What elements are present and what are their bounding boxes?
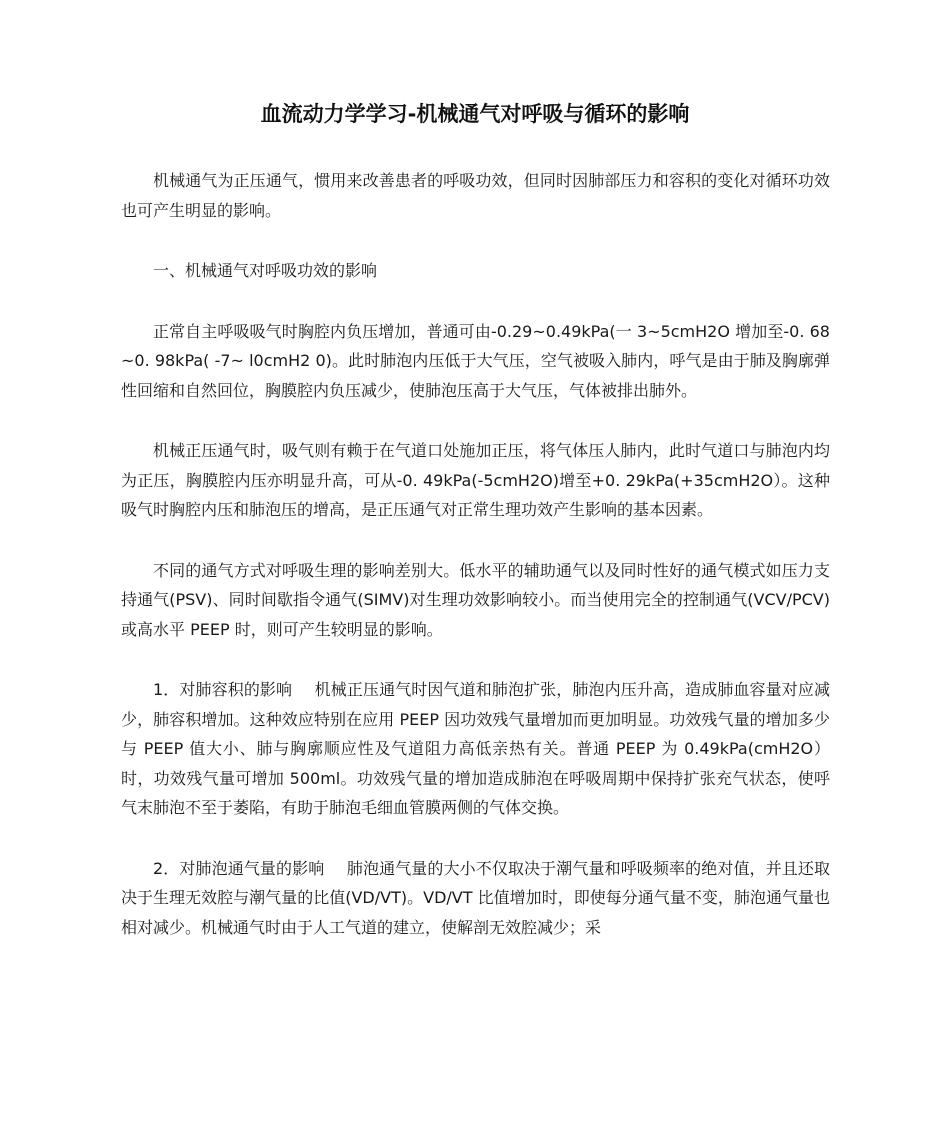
document-body	[121, 166, 830, 973]
item1-heading: 1．对肺容积的影响	[153, 680, 293, 699]
item1-body: 机械正压通气时因气道和肺泡扩张，肺泡内压升高，造成肺血容量对应减少，肺容积增加。这种效应特别在应用 PEEP 因功效残气量增加而更加明显。功效残气量的增加多少与 PEEP 值大小、肺与胸廓顺应性及气道阻力高低亲热有关。普通 PEEP 为 0.49kPa(cmH2O）时，功效残气量可增加 500ml。功效残气量的增加造成肺泡在呼吸周期中保持扩张充气状态，使呼气末肺泡不至于萎陷，有助于肺泡毛细血管膜两侧的气体交换。	[121, 680, 830, 817]
document-title: 血流动力学学习-机械通气对呼吸与循环的影响	[260, 102, 690, 126]
paragraph-lung-volume	[121, 675, 830, 823]
intro-paragraph: 机械通气为正压通气，惯用来改善患者的呼吸功效，但同时因肺部压力和容积的变化对循环功效也可产生明显的影响。	[121, 171, 830, 220]
item2-heading: 2．对肺泡通气量的影响	[153, 858, 325, 878]
paragraph-positive-pressure: 机械正压通气时，吸气则有赖于在气道口处施加正压，将气体压人肺内，此时气道口与肺泡内均为正压，胸膜腔内压亦明显升高，可从-0. 49kPa(-5cmH2O)增至+0. 29kPa(+35cmH2O）。这种吸气时胸腔内压和肺泡压的增高，是正压通气对正常生理功效产生影响的基本因素。	[121, 441, 830, 519]
paragraph-spontaneous-breathing: 正常自主呼吸吸气时胸腔内负压增加，普通可由-0.29~0.49kPa(一 3~5cmH2O 增加至-0. 68~0. 98kPa( -7~ l0cmH2 0)。此时肺泡内压低于大气压，空气被吸入肺内，呼气是由于肺及胸廓弹性回缩和自然回位，胸膜腔内负压减少，使肺泡压高于大气压，气体被排出肺外。	[121, 321, 830, 400]
paragraph-alveolar-ventilation	[121, 854, 830, 943]
item2-body: 肺泡通气量的大小不仅取决于潮气量和呼吸频率的绝对值，并且还取决于生理无效腔与潮气量的比值(VD/VT)。VD/VT 比值增加时，即使每分通气量不变，肺泡通气量也相对减少。机械通气时由于人工气道的建立，使解剖无效腔减少；采	[121, 858, 830, 937]
section-heading-respiratory: 一、机械通气对呼吸功效的影响	[153, 261, 378, 280]
paragraph-ventilation-modes: 不同的通气方式对呼吸生理的影响差别大。低水平的辅助通气以及同时性好的通气模式如压力支持通气(PSV)、同时间歇指令通气(SIMV)对生理功效影响较小。而当使用完全的控制通气(VCV/PCV)或高水平 PEEP 时，则可产生较明显的影响。	[121, 560, 830, 639]
